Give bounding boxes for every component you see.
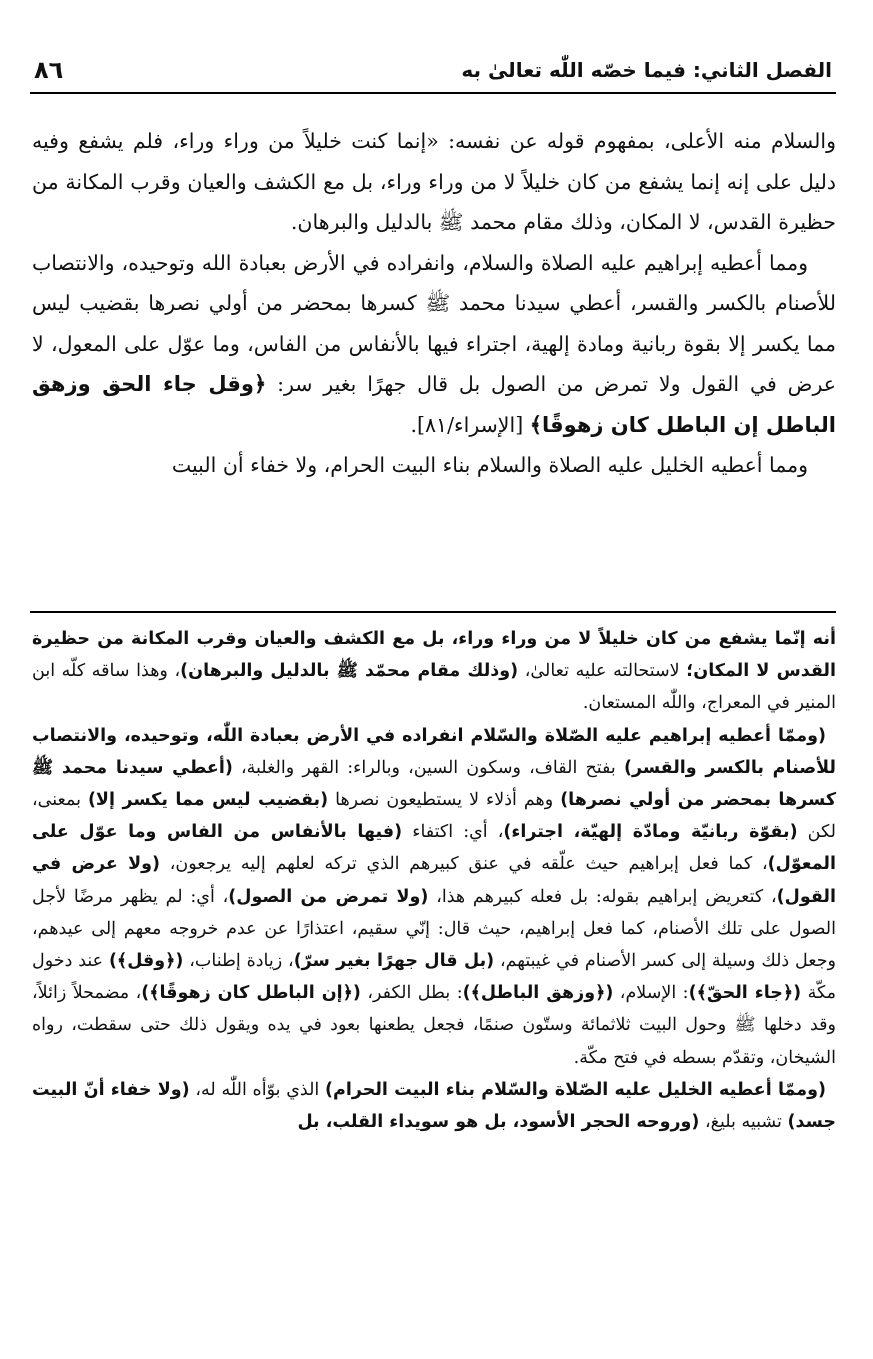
commentary-bold: (﴿وزهق الباطل﴾) — [462, 983, 614, 1004]
commentary-bold: (﴿جاء الحقّ﴾) — [688, 983, 802, 1004]
commentary-text: ، زيادة إطناب، — [183, 951, 294, 972]
commentary-bold: (ولا عرض في القول) — [32, 854, 836, 907]
commentary-bold: (بقوّة ربانيّة ومادّة إلهيّة، اجتراء) — [503, 822, 798, 843]
commentary-text: ، وهذا ساقه كلّه ابن المنير في المعراج، واللّٰه المستعان. — [32, 661, 836, 714]
chapter-title: الفصل الثاني: فيما خصّه اللّٰه تعالىٰ به — [461, 58, 832, 82]
commentary-text: لاستحالته عليه تعالىٰ، — [518, 661, 687, 682]
commentary-bold: (﴿إن الباطل كان زهوقًا﴾) — [141, 983, 361, 1004]
commentary-bold: (ولا تمرض من الصول) — [228, 886, 429, 907]
main-paragraph-1: والسلام منه الأعلى، بمفهوم قوله عن نفسه: «إنما كنت خليلاً من وراء وراء، فلم يشفع وفيه دليل على إنه إنما يشفع من كان خليلاً لا من وراء وراء، بل مع الكشف والعيان وقرب المكانة من حظيرة القدس، لا المكان، وذلك مقام محمد ﷺ بالدليل والبرهان. — [32, 129, 836, 234]
quran-reference: [الإسراء/٨١]. — [410, 412, 530, 437]
commentary-text: بمعنى، لكن — [32, 790, 836, 843]
commentary-bold: (بقضيب ليس مما يكسر إلا) — [87, 790, 329, 811]
commentary-bold: (وممّا أعطيه إبراهيم عليه الصّلاة والسّلام انفراده في الأرض بعبادة اللّٰه، وتوحيده، والانتصاب للأصنام بالكسر والقسر) — [32, 725, 836, 778]
commentary-text: عند دخول مكّة — [32, 951, 837, 1004]
commentary-bold: (وممّا أعطيه الخليل عليه الصّلاة والسّلام بناء البيت الحرام) — [325, 1079, 826, 1100]
main-paragraph-3: ومما أعطيه الخليل عليه الصلاة والسلام بناء البيت الحرام، ولا خفاء أن البيت — [171, 453, 808, 477]
page-number: ٨٦ — [34, 56, 64, 84]
commentary-paragraph-3 — [32, 1074, 836, 1138]
commentary-text: ، مضمحلاً زائلاً، وقد دخلها ﷺ وحول البيت ثلاثمائة وستّون صنمًا، فجعل يطعنها بعود في يده ويقول ذلك حتى سقطت، رواه الشيخان، وتقدّم بسطه في فتح مكّة. — [32, 983, 836, 1068]
commentary-bold: أنه إنّما يشفع من كان خليلاً لا من وراء وراء، بل مع الكشف والعيان وقرب المكانة من حظيرة القدس لا المكان؛ — [32, 629, 836, 682]
commentary-text: : بطل الكفر، — [360, 983, 463, 1004]
commentary-paragraph-2 — [32, 720, 836, 1074]
page-header — [30, 52, 836, 94]
commentary-bold: (بل قال جهرًا بغير سرّ) — [293, 951, 495, 972]
quran-quote: ﴿وقل جاء الحق وزهق الباطل إن الباطل كان زهوقًا﴾ — [32, 372, 836, 437]
commentary-text: وهم أذلاء لا يستطيعون نصرها — [328, 790, 561, 811]
commentary-text: ، أي: اكتفاء — [402, 822, 504, 843]
commentary-text: ، كتعريض إبراهيم بقوله: بل فعله كبيرهم هذا، — [428, 886, 777, 907]
commentary-bold: (فيها بالأنفاس من الفاس وما عوّل على المعوّل) — [32, 822, 836, 875]
footnote-separator — [30, 611, 836, 613]
commentary-bold: (أعطي سيدنا محمد ﷺ كسرها بمحضر من أولي نصرها) — [32, 757, 836, 811]
commentary-bold: (وروحه الحجر الأسود، بل هو سويداء القلب، بل — [297, 1112, 700, 1133]
commentary-text: بفتح القاف، وسكون السين، وبالراء: القهر والغلبة، — [232, 757, 624, 778]
commentary — [32, 623, 836, 1138]
commentary-text: ، أي: لم يظهر مرضًا لأجل الصول على تلك الأصنام، كما فعل إبراهيم، حيث قال: إنّي سقيم، اعتذارًا عن عدم خروجه معهم إلى عيدهم، وجعل ذلك وسيلة إلى كسر الأصنام في غيبتهم، — [32, 886, 836, 972]
main-text — [32, 121, 836, 486]
main-paragraph-2-text: ومما أعطيه إبراهيم عليه الصلاة والسلام، وانفراده في الأرض بعبادة الله وتوحيده، والانتصاب للأصنام بالكسر والقسر، أعطي سيدنا محمد ﷺ كسرها بمحضر من أولي نصرها بقضيب ليس مما يكسر إلا بقوة ربانية ومادة إلهية، اجتراء فيها بالأنفاس من الفاس، وما عوّل على المعول، لا عرض في القول ولا تمرض من الصول بل قال جهرًا بغير سر: — [32, 250, 836, 396]
commentary-text: : الإسلام، — [613, 983, 689, 1004]
commentary-bold: (ولا خفاء أنّ البيت جسد) — [32, 1079, 836, 1133]
main-paragraph-2 — [32, 243, 836, 446]
commentary-bold: (﴿وقل﴾) — [108, 951, 184, 972]
commentary-bold: (وذلك مقام محمّد ﷺ بالدليل والبرهان) — [180, 661, 519, 682]
commentary-text: ، كما فعل إبراهيم حيث علّقه في عنق كبيرهم الذي تركه لعلهم إليه يرجعون، — [160, 854, 768, 875]
commentary-paragraph-1 — [32, 623, 836, 720]
commentary-text: الذي بوّأه اللّٰه له، — [189, 1079, 326, 1100]
commentary-text: تشبيه بليغ، — [699, 1112, 788, 1133]
